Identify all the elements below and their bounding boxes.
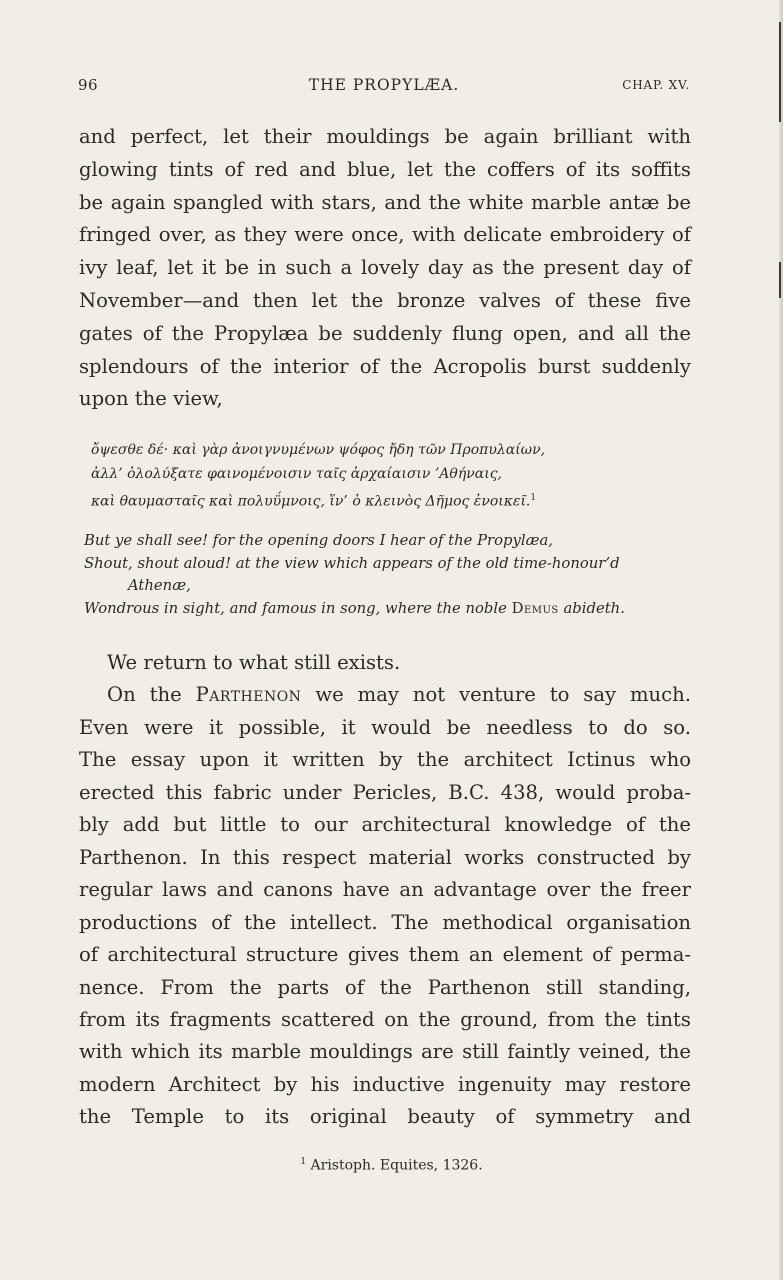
text-line: productions of the intellect. The methodical organisation <box>79 911 691 934</box>
text-line: Parthenon. In this respect material works constructed by <box>79 846 691 869</box>
text-segment: On the <box>107 683 196 706</box>
chapter-label: CHAP. XV. <box>622 78 690 92</box>
footnote-mark: 1 <box>300 1157 307 1167</box>
footnote <box>0 1157 783 1174</box>
text-line: splendours of the interior of the Acropolis burst suddenly <box>79 355 691 378</box>
verse-line: But ye shall see! for the opening doors I hear of the Propylæa, <box>84 532 553 549</box>
text-line: Even were it possible, it would be needless to do so. <box>79 716 691 739</box>
greek-line: ὄψεσθε δέ· καὶ γὰρ ἀνοιγνυμένων ψόφος ἤδη τῶν Προπυλαίων, <box>91 442 546 458</box>
text-line: regular laws and canons have an advantage over the freer <box>79 878 691 901</box>
running-header <box>78 76 690 100</box>
greek-line <box>91 488 536 512</box>
text-line: gates of the Propylæa be suddenly flung open, and all the <box>79 322 691 345</box>
text-line: The essay upon it written by the architect Ictinus who <box>79 748 691 771</box>
text-line: from its fragments scattered on the ground, from the tints <box>79 1008 691 1031</box>
verse-line: Shout, shout aloud! at the view which appears of the old time-honour’d <box>84 555 620 572</box>
text-line: be again spangled with stars, and the white marble antæ be <box>79 191 691 214</box>
smallcaps-word: Parthenon <box>195 683 302 706</box>
page-edge <box>779 0 783 1280</box>
text-line: of architectural structure gives them an element of perma- <box>79 943 691 966</box>
greek-line-text: καὶ θαυμασταῖς καὶ πολυΰμνοις, ἵν’ ὁ κλεινὸς Δῆμος ἐνοικεῖ. <box>91 493 531 510</box>
text-line: bly add but little to our architectural knowledge of the <box>79 813 691 836</box>
text-line: We return to what still exists. <box>107 651 401 674</box>
text-line: fringed over, as they were once, with delicate embroidery of <box>79 223 691 246</box>
text-line: nence. From the parts of the Parthenon still standing, <box>79 976 691 999</box>
footnote-text: Aristoph. Equites, 1326. <box>310 1157 483 1174</box>
text-segment: we may not venture to say much. <box>301 683 691 706</box>
edge-mark <box>779 262 781 298</box>
text-line: glowing tints of red and blue, let the coffers of its soffits <box>79 158 691 181</box>
verse-smallcaps: Demus <box>511 600 559 617</box>
greek-line: ἀλλ’ ὀλολύξατε φαινομένοισιν ταῖς ἀρχαίαισιν ’Αθήναις, <box>91 466 502 482</box>
text-line: and perfect, let their mouldings be again brilliant with <box>79 125 691 148</box>
verse-text: Wondrous in sight, and famous in song, where the noble <box>84 600 512 617</box>
text-line: modern Architect by his inductive ingenuity may restore <box>79 1073 691 1096</box>
page-number: 96 <box>78 76 99 94</box>
text-line: the Temple to its original beauty of symmetry and <box>79 1105 691 1128</box>
text-line: upon the view, <box>79 387 223 410</box>
text-line: ivy leaf, let it be in such a lovely day as the present day of <box>79 256 691 279</box>
text-line: November—and then let the bronze valves of these five <box>79 289 691 312</box>
verse-line: Athenæ, <box>128 577 191 594</box>
running-title: THE PROPYLÆA. <box>308 76 460 94</box>
edge-mark <box>779 22 781 122</box>
text-line <box>107 682 691 708</box>
verse-line <box>84 598 625 620</box>
text-line: erected this fabric under Pericles, B.C. 438, would proba- <box>79 781 691 804</box>
footnote-reference: 1 <box>530 493 537 503</box>
text-line: with which its marble mouldings are still faintly veined, the <box>79 1040 691 1063</box>
verse-text: abideth. <box>558 600 625 617</box>
